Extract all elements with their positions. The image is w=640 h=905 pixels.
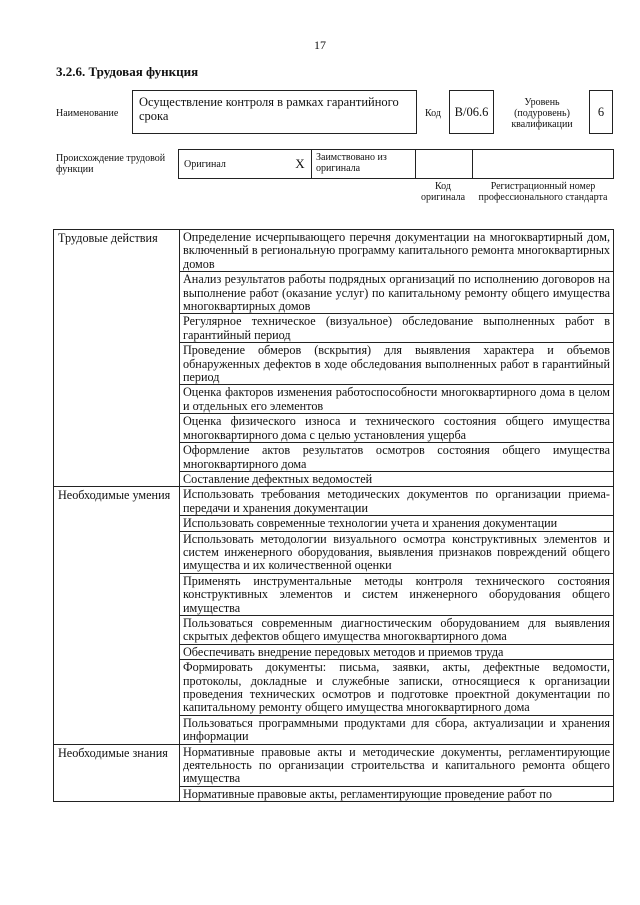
list-item: Использовать требования методических документов по организации приема-передачи и хранения документации — [180, 487, 614, 516]
list-item: Регулярное техническое (визуальное) обследование выполненных работ в гарантийный период — [180, 314, 614, 343]
table-row — [54, 230, 614, 272]
section-title: 3.2.6. Трудовая функция — [56, 64, 199, 79]
divider — [311, 150, 312, 178]
level-label: Уровень (подуровень) квалификации — [511, 96, 573, 130]
list-item: Оценка факторов изменения работоспособности многоквартирного дома в целом и отдельных его элементов — [180, 385, 614, 414]
requirements-table — [53, 229, 614, 802]
group-title-knowledge: Необходимые знания — [54, 744, 180, 802]
list-item: Использовать методологии визуального осмотра конструктивных элементов и систем инженерного оборудования, выявления признаков повреждений общего имущества и их количественной оценки — [180, 531, 614, 573]
qualification-level: 6 — [589, 90, 613, 134]
original-label: Оригинал — [184, 158, 226, 170]
origin-label: Происхождение трудовой функции — [56, 153, 166, 175]
reg-number-caption: Регистрационный номер профессионального стандарта — [478, 181, 608, 203]
list-item: Нормативные правовые акты, регламентирующие проведение работ по — [180, 786, 614, 801]
list-item: Определение исчерпывающего перечня документации на многоквартирный дом, включенный в региональную программу капитального ремонта многоквартирных домов — [180, 230, 614, 272]
list-item: Применять инструментальные методы контроля технического состояния конструктивных элементов и систем инженерного оборудования общего имущества — [180, 573, 614, 615]
divider — [472, 150, 473, 178]
name-label: Наименование — [56, 108, 119, 119]
list-item: Пользоваться современным диагностическим оборудованием для выявления скрытых дефектов общего имущества многоквартирного дома — [180, 615, 614, 644]
table-row — [54, 487, 614, 516]
list-item: Оценка физического износа и технического состояния общего имущества многоквартирного дома с целью установления ущерба — [180, 414, 614, 443]
origin-table — [178, 149, 614, 179]
list-item: Использовать современные технологии учета и хранения документации — [180, 516, 614, 531]
original-mark: X — [295, 156, 305, 171]
divider — [415, 150, 416, 178]
list-item: Обеспечивать внедрение передовых методов и приемов труда — [180, 644, 614, 659]
function-name: Осуществление контроля в рамках гарантийного срока — [132, 90, 417, 134]
code-original-caption: Код оригинала — [420, 181, 466, 203]
table-row — [54, 744, 614, 786]
list-item: Оформление актов результатов осмотров состояния общего имущества многоквартирного дома — [180, 443, 614, 472]
group-title-actions: Трудовые действия — [54, 230, 180, 487]
page-number: 17 — [314, 38, 326, 52]
code-label: Код — [425, 108, 441, 119]
list-item: Формировать документы: письма, заявки, акты, дефектные ведомости, протоколы, докладные и служебные записки, относящиеся к организации проведения технических осмотров и подготовке проектной документации по капитальному ремонту общего имущества многоквартирного дома — [180, 660, 614, 716]
function-code: B/06.6 — [449, 90, 494, 134]
group-title-skills: Необходимые умения — [54, 487, 180, 744]
borrowed-label: Заимствовано из оригинала — [316, 152, 387, 174]
list-item: Пользоваться программными продуктами для сбора, актуализации и хранения информации — [180, 715, 614, 744]
list-item: Составление дефектных ведомостей — [180, 471, 614, 486]
list-item: Нормативные правовые акты и методические документы, регламентирующие деятельность по организации строительства и капитального ремонта общего имущества — [180, 744, 614, 786]
list-item: Проведение обмеров (вскрытия) для выявления характера и объемов обнаруженных дефектов в ходе обследования выполненных работ в гарантийный период — [180, 343, 614, 385]
list-item: Анализ результатов работы подрядных организаций по исполнению договоров на выполнение работ (оказание услуг) по капитальному ремонту общего имущества многоквартирных домов — [180, 272, 614, 314]
